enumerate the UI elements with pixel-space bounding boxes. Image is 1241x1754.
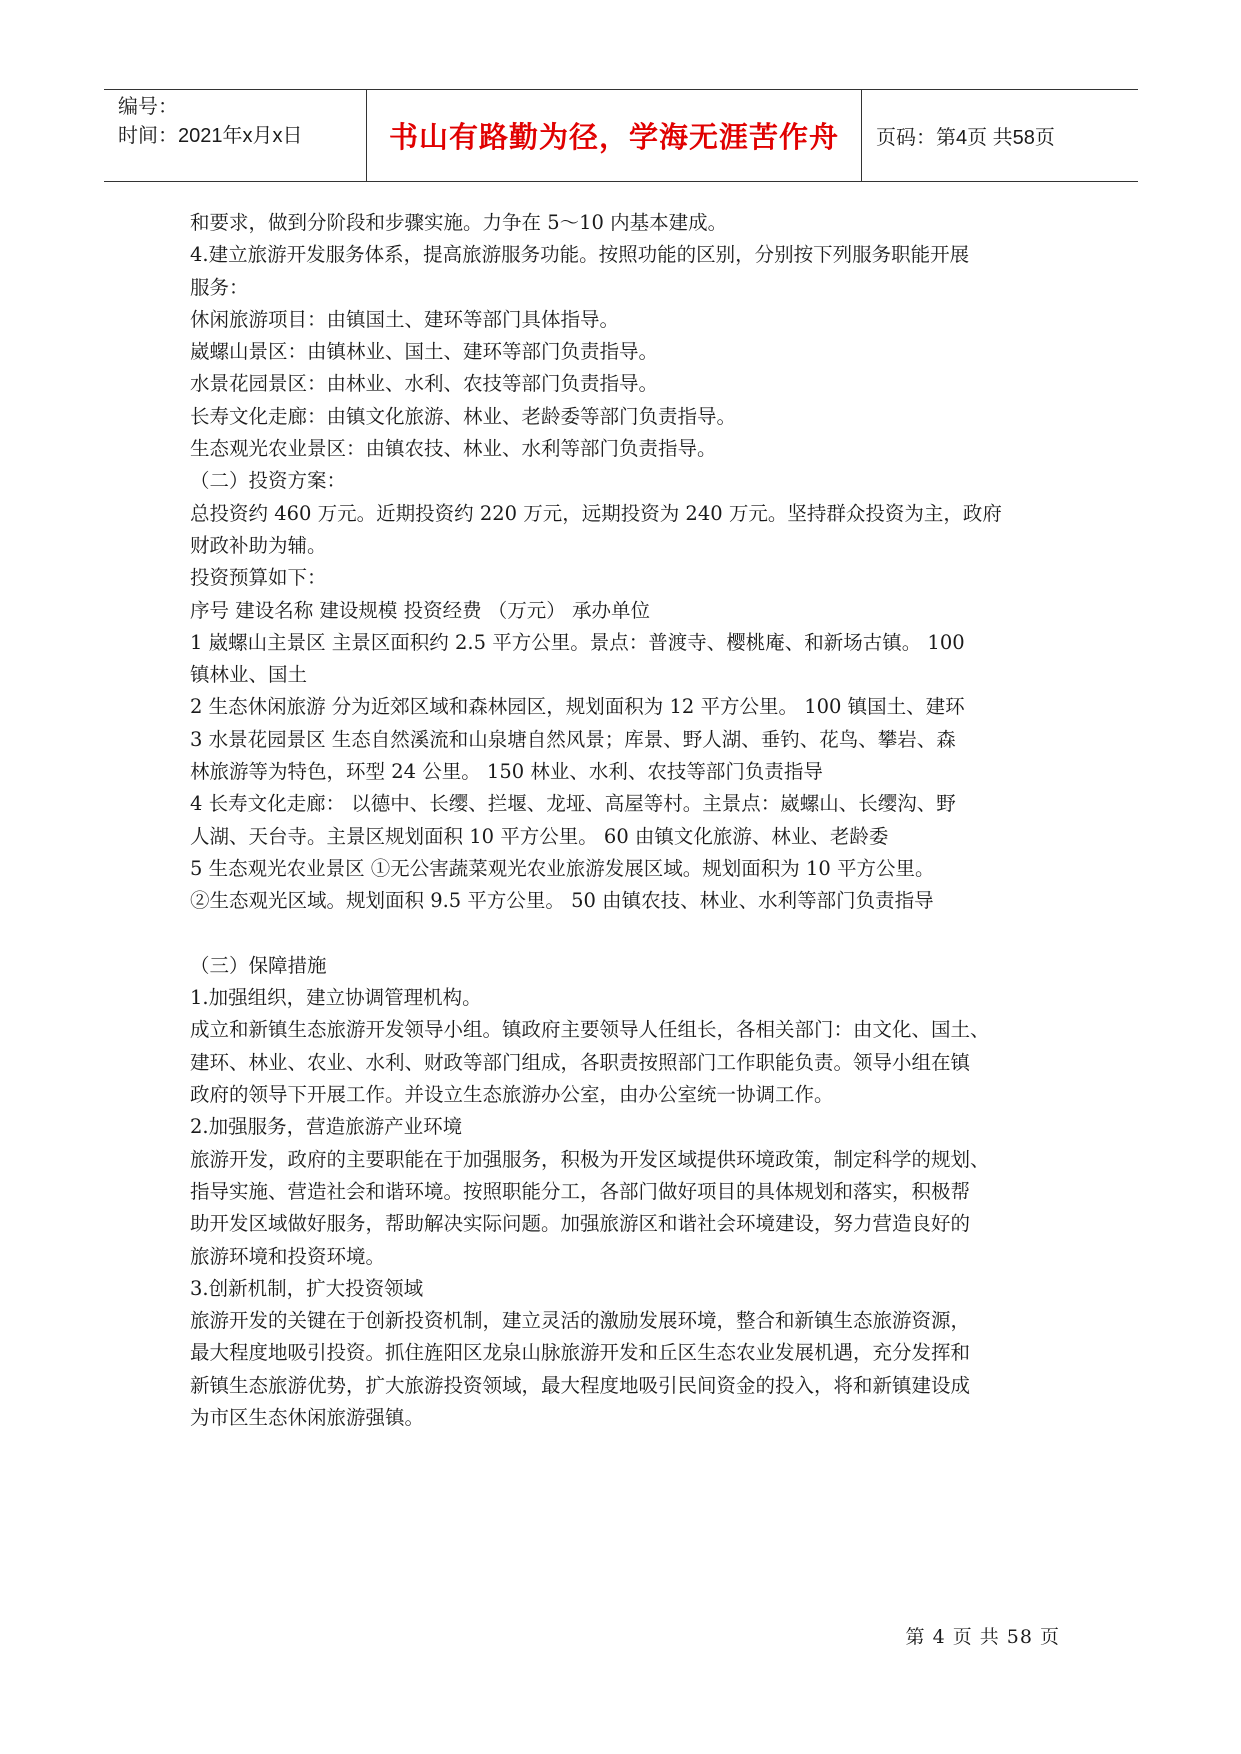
text-line: ②生态观光区域。规划面积 9.5 平方公里。 50 由镇农技、林业、水利等部门负责指导 — [190, 889, 934, 913]
text-line: 为市区生态休闲旅游强镇。 — [190, 1405, 425, 1429]
text-line: （三）保障措施 — [190, 953, 327, 977]
text-line: 2.加强服务，营造旅游产业环境 — [190, 1115, 463, 1139]
text-line: 4.建立旅游开发服务体系，提高旅游服务功能。按照功能的区别，分别按下列服务职能开展 — [190, 243, 970, 267]
text-line: 3.创新机制，扩大投资领域 — [190, 1276, 424, 1300]
page-header — [104, 89, 1138, 182]
text-line: 1 崴螺山主景区 主景区面积约 2.5 平方公里。景点：普渡寺、樱桃庵、和新场古镇。 100 — [190, 630, 965, 654]
text-line: 建环、林业、农业、水利、财政等部门组成，各职责按照部门工作职能负责。领导小组在镇 — [190, 1050, 971, 1074]
text-line: 政府的领导下开展工作。并设立生态旅游办公室，由办公室统一协调工作。 — [190, 1083, 834, 1107]
text-line: 新镇生态旅游优势，扩大旅游投资领域，最大程度地吸引民间资金的投入，将和新镇建设成 — [190, 1373, 971, 1397]
text-line: 旅游开发，政府的主要职能在于加强服务，积极为开发区域提供环境政策，制定科学的规划、 — [190, 1147, 990, 1171]
text-line: 镇林业、国土 — [190, 663, 308, 687]
text-line: 休闲旅游项目：由镇国土、建环等部门具体指导。 — [190, 307, 620, 331]
text-line: 4 长寿文化走廊： 以德中、长缨、拦堰、龙垭、高屋等村。主景点：崴螺山、长缨沟、野 — [190, 792, 956, 816]
text-line: 最大程度地吸引投资。抓住旌阳区龙泉山脉旅游开发和丘区生态农业发展机遇，充分发挥和 — [190, 1341, 971, 1365]
document-number-label: 编号： — [118, 96, 178, 118]
page-footer: 第 4 页 共 58 页 — [905, 1626, 1060, 1648]
text-line: 旅游环境和投资环境。 — [190, 1244, 386, 1268]
text-line: 旅游开发的关键在于创新投资机制，建立灵活的激励发展环境，整合和新镇生态旅游资源， — [190, 1309, 971, 1333]
text-line: 2 生态休闲旅游 分为近郊区域和森林园区，规划面积为 12 平方公里。 100 镇国土、建环 — [190, 695, 965, 719]
text-line: 人湖、天台寺。主景区规划面积 10 平方公里。 60 由镇文化旅游、林业、老龄委 — [190, 824, 889, 848]
text-line: 指导实施、营造社会和谐环境。按照职能分工，各部门做好项目的具体规划和落实，积极帮 — [190, 1179, 971, 1203]
text-line: 崴螺山景区：由镇林业、国土、建环等部门负责指导。 — [190, 340, 659, 364]
blank-line — [190, 918, 1070, 950]
header-motto: 书山有路勤为径，学海无涯苦作舟 — [367, 90, 862, 181]
text-line: 5 生态观光农业景区 ①无公害蔬菜观光农业旅游发展区域。规划面积为 10 平方公里。 — [190, 856, 935, 880]
text-line: （二）投资方案： — [190, 469, 347, 493]
text-line: 3 水景花园景区 生态自然溪流和山泉塘自然风景；库景、野人湖、垂钓、花鸟、攀岩、森 — [190, 727, 956, 751]
header-page-label: 页码：第4页 共58页 — [876, 127, 1055, 149]
text-line: 成立和新镇生态旅游开发领导小组。镇政府主要领导人任组长，各相关部门：由文化、国土、 — [190, 1018, 990, 1042]
text-line: 和要求，做到分阶段和步骤实施。力争在 5～10 内基本建成。 — [190, 211, 728, 234]
document-time-label: 时间：2021年x月x日 — [118, 125, 303, 147]
text-line: 长寿文化走廊：由镇文化旅游、林业、老龄委等部门负责指导。 — [190, 404, 737, 428]
text-line: 林旅游等为特色，环型 24 公里。 150 林业、水利、农技等部门负责指导 — [190, 760, 823, 784]
document-body — [190, 207, 1070, 1434]
text-line: 投资预算如下： — [190, 566, 327, 590]
text-line: 序号 建设名称 建设规模 投资经费 （万元） 承办单位 — [190, 598, 650, 622]
text-line: 1.加强组织，建立协调管理机构。 — [190, 986, 482, 1010]
text-line: 总投资约 460 万元。近期投资约 220 万元，远期投资为 240 万元。坚持群众投资为主，政府 — [190, 501, 1002, 525]
header-meta — [104, 90, 367, 181]
text-line: 水景花园景区：由林业、水利、农技等部门负责指导。 — [190, 372, 659, 396]
text-line: 助开发区域做好服务，帮助解决实际问题。加强旅游区和谐社会环境建设，努力营造良好的 — [190, 1212, 971, 1236]
text-line: 服务： — [190, 275, 249, 299]
text-line: 生态观光农业景区：由镇农技、林业、水利等部门负责指导。 — [190, 437, 717, 461]
text-line: 财政补助为辅。 — [190, 533, 327, 557]
